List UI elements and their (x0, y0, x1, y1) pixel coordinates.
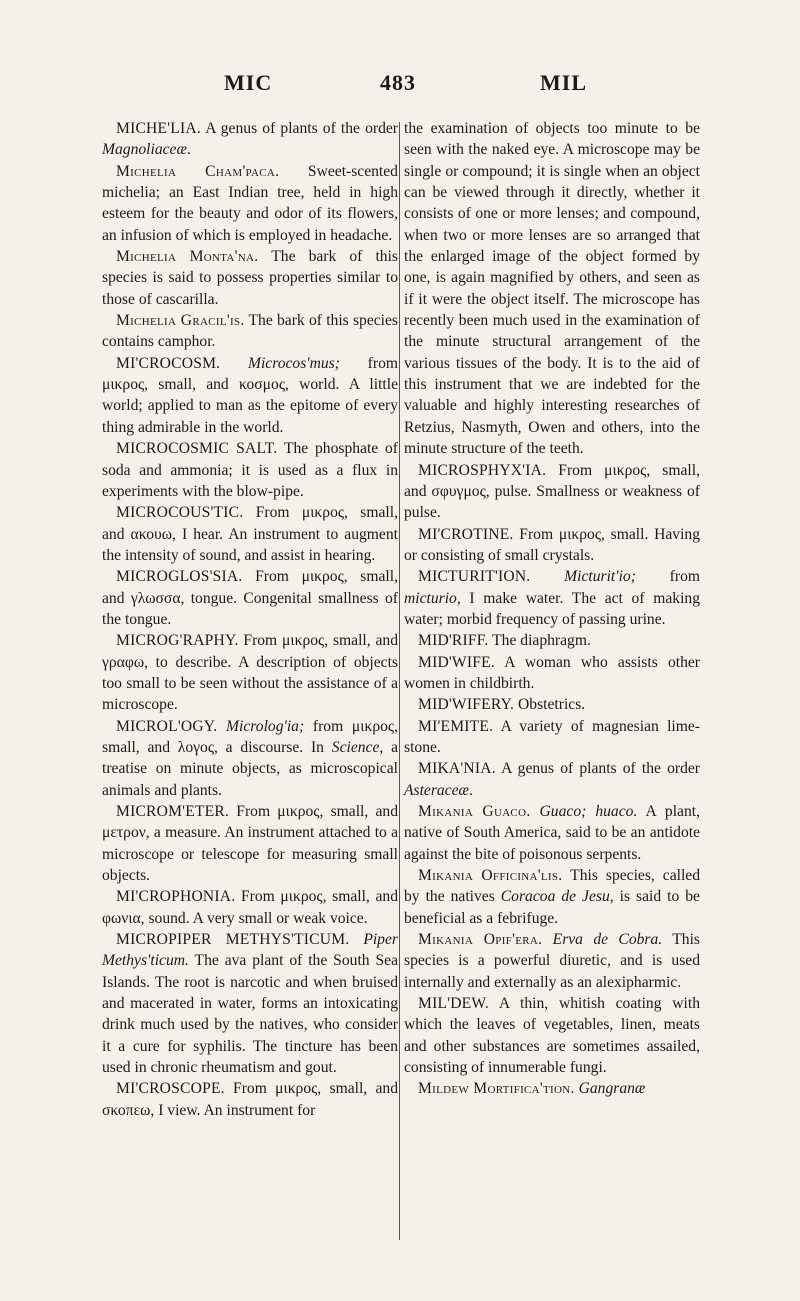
dictionary-entry (404, 694, 700, 715)
entry-headword: MIL'DEW. (418, 995, 489, 1013)
dictionary-entry (102, 246, 398, 310)
entry-text: A woman who assists other women in childbirth. (404, 653, 700, 692)
entry-headword: MICTURIT'ION. (418, 568, 531, 586)
entry-italic: Piper Methys'ticum. (102, 931, 398, 970)
running-head-left: MIC (224, 70, 273, 95)
entry-text: Obstetrics. (514, 696, 586, 714)
entry-italic: Micturit'io; (564, 568, 636, 586)
entry-headword: MI'CROSCOPE. (116, 1080, 225, 1098)
entry-text: , a treatise on minute objects, as microscopical animals and plants. (102, 738, 398, 799)
dictionary-entry (102, 438, 398, 502)
entry-headword: MI'CROCOSM. (116, 354, 221, 372)
dictionary-entry (102, 161, 398, 246)
entry-headword: MICROM'ETER. (116, 803, 230, 820)
dictionary-entry (404, 865, 700, 929)
left-column (102, 118, 398, 1121)
dictionary-entry (102, 801, 398, 886)
entry-text: From μικρος, small. Having or consisting of small crystals. (404, 525, 700, 564)
entry-text: The bark of this species contains camphor. (102, 312, 399, 351)
entry-text: The phosphate of soda and ammonia; it is used as a flux in experiments with the blow-pipe. (102, 440, 399, 500)
entry-italic: Guaco; huaco. (539, 803, 638, 820)
entry-italic: Microlog'ia; (226, 717, 305, 735)
running-head-right: MIL (540, 70, 587, 95)
entry-headword: MID'RIFF. (418, 632, 489, 650)
entry-headword: Mikania Opif'era. (418, 931, 543, 949)
entry-text: A genus of plants of the order (495, 760, 700, 778)
entry-text: from (635, 568, 700, 586)
dictionary-entry (102, 1078, 398, 1121)
page-number: 483 (380, 70, 416, 95)
entry-text: A genus of plants of the order (200, 120, 398, 137)
dictionary-entry (404, 801, 700, 865)
entry-headword: MID'WIFERY. (418, 696, 515, 714)
dictionary-entry (404, 758, 700, 801)
entry-text: A variety of magnesian lime-stone. (404, 717, 700, 756)
entry-text: The bark of this species is said to possess properties similar to those of cascarilla. (102, 248, 398, 308)
entry-headword: MICROGLOS'SIA. (116, 568, 243, 586)
dictionary-entry (102, 929, 398, 1078)
entry-text: From μικρος, small, and γραφω, to describe. A description of objects too small to be seen without the assistance of a microscope. (102, 632, 398, 714)
dictionary-entry (404, 118, 700, 460)
entry-headword: MI'EMITE. (418, 717, 494, 735)
entry-text: . (186, 141, 191, 159)
dictionary-entry (102, 502, 398, 566)
entry-text: A plant, native of South America, said to be an antidote against the bite of poisonous serpents. (404, 803, 700, 863)
entry-text: From μικρος, small, and ακουω, I hear. An instrument to augment the intensity of sound, and assist in hearing. (102, 504, 398, 564)
dictionary-entry (102, 716, 398, 801)
running-head (0, 70, 800, 96)
entry-headword: MICROPIPER METHYS'TICUM. (116, 931, 350, 949)
entry-text: from μικρος, small, and λογος, a discourse. In (102, 717, 398, 756)
entry-headword: MICHE'LIA. (116, 120, 201, 137)
dictionary-entry (404, 566, 700, 630)
dictionary-entry (404, 993, 700, 1078)
entry-headword: MICROL'OGY. (116, 717, 218, 735)
entry-text: A thin, whitish coating with which the leaves of vegetables, linen, meats and other substances are sometimes assailed, consisting of innumerable fungi. (404, 995, 700, 1077)
entry-text: Sweet-scented michelia; an East Indian tree, held in high esteem for the beauty and odor of its flowers, an infusion of which is employed in headache. (102, 162, 398, 244)
entry-italic: micturio (404, 589, 457, 607)
entry-text: This species is a powerful diuretic, and is used internally and externally as an alexipharmic. (404, 931, 700, 991)
entry-text: From μικρος, small, and φωνια, sound. A very small or weak voice. (102, 888, 398, 927)
entry-headword: MID'WIFE. (418, 653, 495, 671)
entry-headword: MIKA'NIA. (418, 760, 496, 778)
dictionary-entry (102, 630, 398, 715)
entry-text: , is said to be beneficial as a febrifuge. (404, 888, 700, 927)
dictionary-entry (404, 716, 700, 759)
dictionary-entry (102, 886, 398, 929)
right-column (404, 118, 700, 1100)
entry-italic: Magnoliaceæ (102, 141, 187, 159)
entry-headword: MI'CROTINE. (418, 525, 514, 543)
entry-text: This species, called by the natives (404, 867, 701, 906)
entry-headword: MICROSPHYX'IA. (418, 461, 547, 479)
dictionary-entry (102, 118, 398, 161)
entry-text: The diaphragm. (488, 632, 591, 650)
entry-italic: Gangranæ (578, 1080, 646, 1098)
entry-text: from μικρος, small, and κοσμος, world. A little world; applied to man as the epitome of every thing admirable in the world. (102, 354, 398, 436)
dictionary-entry (102, 353, 398, 438)
entry-headword: Mildew Mortifica'tion. (418, 1080, 575, 1098)
entry-text: The ava plant of the South Sea Islands. The root is narcotic and when bruised and macerated in water, forms an intoxicating drink much used by the natives, who consider it a cure for syphilis. The tincture has been used in chronic rheumatism and gout. (102, 952, 398, 1077)
entry-italic: Asteraceæ (404, 781, 469, 799)
entry-headword: Michelia Gracil'is. (116, 312, 245, 330)
entry-text: From μικρος, small, and σφυγμος, pulse. Smallness or weakness of pulse. (404, 461, 700, 522)
entry-text: From μικρος, small, and μετρον, a measure. An instrument attached to a microscope or telescope for measuring small objects. (102, 803, 398, 885)
entry-headword: MICROCOUS'TIC. (116, 504, 244, 522)
column-divider (399, 122, 400, 1240)
dictionary-entry (102, 566, 398, 630)
dictionary-entry (404, 1078, 700, 1099)
dictionary-entry (404, 929, 700, 993)
entry-headword: Michelia Monta'na. (116, 248, 259, 266)
entry-italic: Microcos'mus; (247, 354, 340, 372)
entry-headword: Mikania Officina'lis. (418, 867, 563, 885)
entry-italic: Science (331, 738, 380, 756)
entry-text: From μικρος, small, and σκοπεω, I view. An instrument for (102, 1080, 398, 1119)
entry-italic: Erva de Cobra. (552, 931, 663, 949)
dictionary-entry (404, 524, 700, 567)
entry-italic: Coracoa de Jesu (500, 888, 610, 906)
entry-headword: Michelia Cham'paca. (116, 162, 280, 180)
entry-headword: MICROCOSMIC SALT. (116, 440, 278, 458)
dictionary-entry (404, 460, 700, 524)
entry-headword: MICROG'RAPHY. (116, 632, 239, 650)
dictionary-entry (404, 652, 700, 695)
dictionary-entry (102, 310, 398, 353)
entry-text: the examination of objects too minute to be seen with the naked eye. A microscope may be single or compound; it is single when an object can be viewed through it directly, whether it consists of one or more lenses; and compound, when two or more lenses are so arranged that the enlarged image of the object formed by one, is again magnified by others, and seen as if it were the object itself. The microscope has recently been much used in the examination of the minute structural arrangement of the various tissues of the body. It is to the aid of this instrument that we are indebted for the valuable and highly interesting researches of Retzius, Nasmyth, Owen and others, into the minute structure of the teeth. (404, 120, 700, 458)
dictionary-entry (404, 630, 700, 651)
entry-text: , I make water. The act of making water; morbid frequency of passing urine. (404, 589, 700, 628)
entry-headword: Mikania Guaco. (418, 803, 531, 820)
entry-text: From μικρος, small, and γλωσσα, tongue. Congenital smallness of the tongue. (102, 568, 398, 628)
entry-headword: MI'CROPHONIA. (116, 888, 236, 906)
entry-text: . (468, 781, 473, 799)
